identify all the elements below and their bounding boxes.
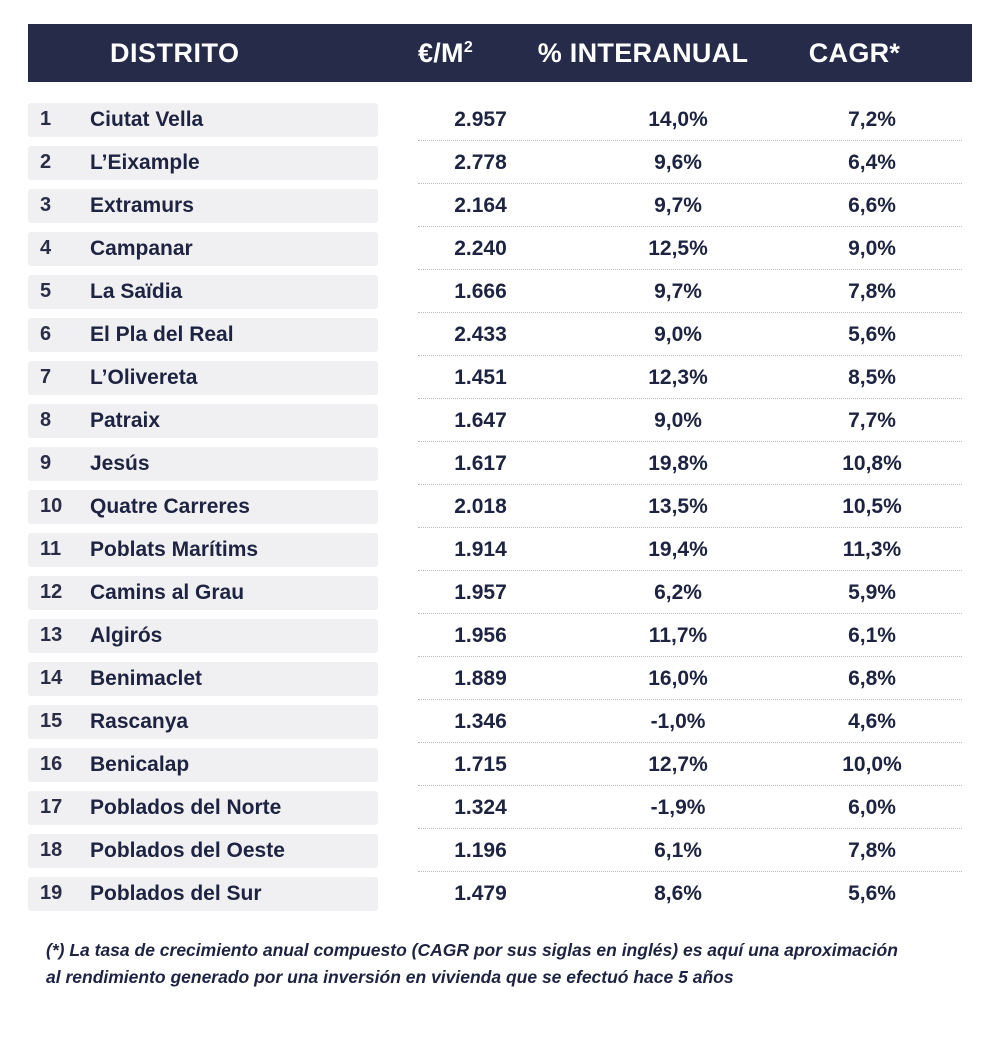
table-row <box>28 743 972 786</box>
row-label <box>28 404 378 438</box>
row-district: Patraix <box>90 408 161 432</box>
row-rank: 14 <box>40 667 63 689</box>
row-price: 1.914 <box>454 537 507 561</box>
header-district: DISTRITO <box>110 37 240 68</box>
row-cagr: 6,8% <box>848 666 896 690</box>
table-row <box>28 98 972 141</box>
table-row <box>28 141 972 184</box>
row-label <box>28 146 378 180</box>
row-district: Rascanya <box>90 709 189 733</box>
row-label <box>28 877 378 911</box>
header-price-superscript: 2 <box>463 38 474 56</box>
row-cagr: 10,5% <box>842 494 902 518</box>
table-row <box>28 700 972 743</box>
row-rank: 1 <box>40 108 52 130</box>
row-price: 1.617 <box>454 451 507 475</box>
table-row <box>28 313 972 356</box>
row-rank: 15 <box>40 710 63 732</box>
row-cagr: 11,3% <box>842 537 902 561</box>
header-cagr: CAGR* <box>808 37 901 68</box>
row-price: 1.957 <box>454 580 507 604</box>
row-yoy: 8,6% <box>654 881 702 905</box>
row-cagr: 9,0% <box>848 236 896 260</box>
header-price-label: €/M <box>417 37 464 68</box>
row-district: Camins al Grau <box>90 580 245 604</box>
row-district: Algirós <box>90 623 163 647</box>
row-yoy: 11,7% <box>648 623 708 647</box>
row-cagr: 10,0% <box>842 752 902 776</box>
table-sheet <box>0 24 1000 1042</box>
row-cagr: 7,2% <box>848 107 896 131</box>
row-yoy: 19,4% <box>648 537 708 561</box>
row-label <box>28 232 378 266</box>
row-yoy: 9,0% <box>654 322 702 346</box>
row-district: Poblados del Oeste <box>90 838 285 862</box>
row-price: 1.479 <box>454 881 507 905</box>
row-rank: 16 <box>40 753 63 775</box>
row-yoy: 13,5% <box>648 494 708 518</box>
row-price: 1.647 <box>454 408 507 432</box>
table-row <box>28 399 972 442</box>
row-yoy: 12,7% <box>648 752 708 776</box>
row-rank: 5 <box>40 280 52 302</box>
row-district: El Pla del Real <box>90 322 234 346</box>
row-cagr: 6,1% <box>848 623 896 647</box>
row-district: L’Olivereta <box>90 365 198 389</box>
row-yoy: 9,0% <box>654 408 702 432</box>
header-price <box>378 38 513 69</box>
row-label <box>28 662 378 696</box>
row-price: 2.778 <box>454 150 507 174</box>
row-district: Benicalap <box>90 752 190 776</box>
row-rank: 3 <box>40 194 52 216</box>
row-yoy: 6,2% <box>654 580 702 604</box>
row-label <box>28 834 378 868</box>
table-row <box>28 786 972 829</box>
table-row <box>28 442 972 485</box>
row-cagr: 5,6% <box>848 322 896 346</box>
row-yoy: 9,7% <box>654 193 702 217</box>
row-rank: 18 <box>40 839 63 861</box>
row-label <box>28 490 378 524</box>
row-district: Extramurs <box>90 193 194 217</box>
row-district: L’Eixample <box>90 150 200 174</box>
row-rank: 8 <box>40 409 52 431</box>
row-label <box>28 748 378 782</box>
row-rank: 11 <box>40 538 62 560</box>
row-price: 2.240 <box>454 236 507 260</box>
row-price: 1.346 <box>454 709 507 733</box>
row-yoy: 12,5% <box>648 236 708 260</box>
row-yoy: 9,7% <box>654 279 702 303</box>
table-row <box>28 528 972 571</box>
row-rank: 2 <box>40 151 52 173</box>
row-yoy: 6,1% <box>654 838 702 862</box>
footnote-line-1: (*) La tasa de crecimiento anual compuesto (CAGR por sus siglas en inglés) es aquí una aproximación <box>46 940 898 960</box>
row-yoy: 19,8% <box>648 451 708 475</box>
table-row <box>28 184 972 227</box>
row-cagr: 8,5% <box>848 365 896 389</box>
row-price: 2.164 <box>454 193 507 217</box>
row-district: La Saïdia <box>90 279 183 303</box>
row-cagr: 7,8% <box>848 838 896 862</box>
row-label <box>28 705 378 739</box>
footnote <box>28 937 972 991</box>
row-rank: 9 <box>40 452 52 474</box>
row-district: Jesús <box>90 451 150 475</box>
row-label <box>28 791 378 825</box>
row-yoy: 12,3% <box>648 365 708 389</box>
footnote-line-2: al rendimiento generado por una inversión en vivienda que se efectuó hace 5 años <box>46 967 734 988</box>
row-district: Quatre Carreres <box>90 494 250 518</box>
row-price: 1.196 <box>454 838 507 862</box>
row-price: 2.018 <box>454 494 507 518</box>
row-cagr: 5,6% <box>848 881 896 905</box>
table-header-row <box>28 24 972 82</box>
row-rank: 7 <box>40 366 52 388</box>
row-yoy: 9,6% <box>654 150 702 174</box>
row-rank: 10 <box>40 495 63 517</box>
table-row <box>28 270 972 313</box>
row-label <box>28 447 378 481</box>
row-cagr: 6,6% <box>848 193 896 217</box>
row-yoy: -1,0% <box>650 709 706 733</box>
row-cagr: 7,8% <box>848 279 896 303</box>
row-district: Poblats Marítims <box>90 537 259 561</box>
table-body <box>28 98 972 915</box>
row-cagr: 4,6% <box>848 709 896 733</box>
table-row <box>28 657 972 700</box>
row-price: 1.889 <box>454 666 507 690</box>
row-price: 1.956 <box>454 623 507 647</box>
row-cagr: 6,4% <box>848 150 896 174</box>
row-label <box>28 275 378 309</box>
row-district: Benimaclet <box>90 666 203 690</box>
row-label <box>28 361 378 395</box>
table-row <box>28 872 972 915</box>
row-rank: 6 <box>40 323 52 345</box>
row-price: 1.451 <box>454 365 507 389</box>
row-rank: 12 <box>40 581 63 603</box>
row-cagr: 7,7% <box>848 408 896 432</box>
row-price: 1.324 <box>454 795 507 819</box>
row-label <box>28 576 378 610</box>
row-district: Campanar <box>90 236 193 260</box>
row-yoy: -1,9% <box>650 795 706 819</box>
row-label <box>28 533 378 567</box>
row-label <box>28 189 378 223</box>
row-price: 1.715 <box>454 752 507 776</box>
row-price: 2.433 <box>454 322 507 346</box>
row-district: Poblados del Sur <box>90 881 262 905</box>
row-cagr: 5,9% <box>848 580 896 604</box>
table-row <box>28 227 972 270</box>
row-yoy: 16,0% <box>648 666 708 690</box>
row-label <box>28 318 378 352</box>
row-label <box>28 103 378 137</box>
header-yoy: % INTERANUAL <box>537 37 749 68</box>
table-row <box>28 571 972 614</box>
row-price: 1.666 <box>454 279 507 303</box>
row-yoy: 14,0% <box>648 107 708 131</box>
row-rank: 13 <box>40 624 63 646</box>
table-row <box>28 614 972 657</box>
row-district: Ciutat Vella <box>90 107 204 131</box>
row-rank: 4 <box>40 237 52 259</box>
row-district: Poblados del Norte <box>90 795 282 819</box>
row-label <box>28 619 378 653</box>
row-cagr: 6,0% <box>848 795 896 819</box>
row-rank: 17 <box>40 796 63 818</box>
row-rank: 19 <box>40 882 63 904</box>
table-row <box>28 356 972 399</box>
table-row <box>28 485 972 528</box>
row-cagr: 10,8% <box>842 451 902 475</box>
row-price: 2.957 <box>454 107 507 131</box>
table-row <box>28 829 972 872</box>
